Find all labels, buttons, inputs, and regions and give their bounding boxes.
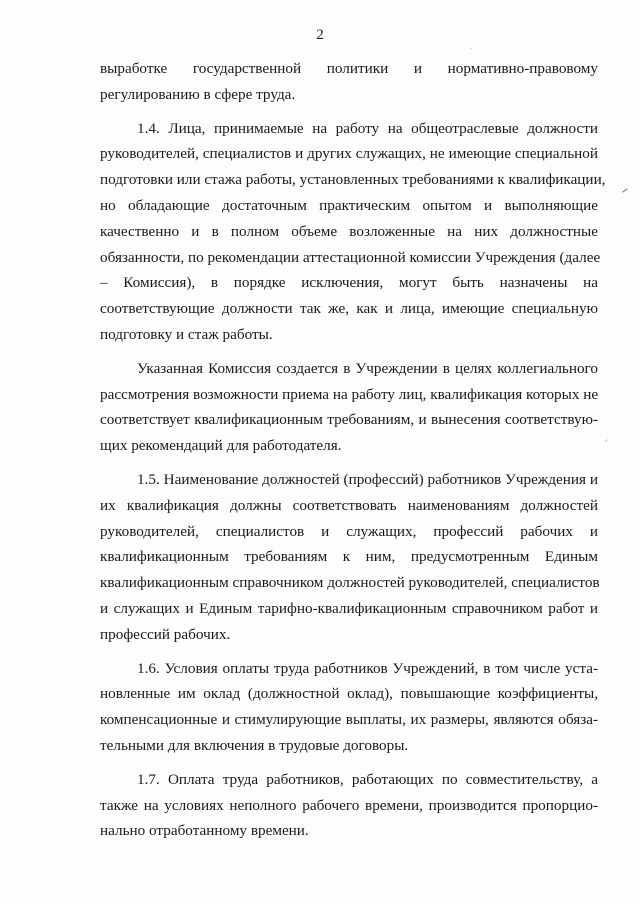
paragraph-line: соответствующие должности так же, как и лица, имеющие специальную: [100, 300, 598, 318]
paragraph-line: квалификационным справочником должностей руководителей, специалистов: [100, 574, 600, 592]
paragraph-line: их квалификация должны соответствовать наименованиям должностей: [100, 496, 598, 514]
paragraph-line: – Комиссия), в порядке исключения, могут быть назначены на: [100, 274, 598, 292]
document-body: [100, 56, 606, 844]
paragraph-line: тельными для включения в трудовые договоры.: [100, 736, 409, 754]
paragraph-line: руководителей, специалистов и других служащих, не имеющие специальной: [100, 145, 598, 163]
paragraph-line: также на условиях неполного рабочего времени, производится пропорцио-: [100, 796, 598, 814]
paragraph-line: руководителей, специалистов и служащих, профессий рабочих и: [100, 522, 598, 540]
paragraph-line: квалификационным требованиям к ним, предусмотренным Единым: [100, 548, 598, 566]
paragraph-line: компенсационные и стимулирующие выплаты, их размеры, являются обяза-: [100, 711, 598, 729]
paragraph-line: и служащих и Единым тарифно-квалификационным справочником работ и: [100, 599, 598, 617]
page-number: 2: [316, 27, 324, 43]
paragraph-line: подготовки или стажа работы, установленных требованиями к квалификации,: [100, 171, 606, 189]
paragraph-line: нально отработанному времени.: [100, 822, 309, 840]
paragraph-line: рассмотрения возможности приема на работу лиц, квалификация которых не: [100, 385, 599, 403]
paragraph-line: 1.7. Оплата труда работников, работающих по совместительству, а: [137, 770, 598, 788]
scan-speck: [605, 439, 608, 442]
paragraph-line: 1.5. Наименование должностей (профессий) работников Учреждения и: [137, 470, 598, 488]
paragraph-line: регулированию в сфере труда.: [100, 85, 296, 103]
scan-speck: [470, 47, 473, 50]
paragraph-line: но обладающие достаточным практическим опытом и выполняющие: [100, 196, 598, 214]
paragraph-line: новленные им оклад (должностной оклад), повышающие коэффициенты,: [100, 685, 598, 703]
paragraph-line: выработке государственной политики и нормативно-правовому: [100, 60, 598, 77]
paragraph-line: щих рекомендаций для работодателя.: [100, 437, 342, 455]
paragraph-line: профессий рабочих.: [100, 625, 231, 643]
paragraph-line: 1.6. Условия оплаты труда работников Учреждений, в том числе уста-: [137, 659, 598, 677]
scan-speck: [622, 188, 627, 192]
paragraph-line: соответствует квалификационным требованиям, и вынесения соответствую-: [100, 411, 598, 429]
paragraph-line: качественно и в полном объеме возложенные на них должностные: [100, 222, 598, 240]
paragraph-line: обязанности, по рекомендации аттестационной комиссии Учреждения (далее: [100, 248, 601, 266]
paragraph-line: подготовку и стаж работы.: [100, 325, 273, 343]
paragraph-line: Указанная Комиссия создается в Учреждении в целях коллегиального: [137, 359, 598, 377]
paragraph-line: 1.4. Лица, принимаемые на работу на общеотраслевые должности: [137, 119, 598, 137]
